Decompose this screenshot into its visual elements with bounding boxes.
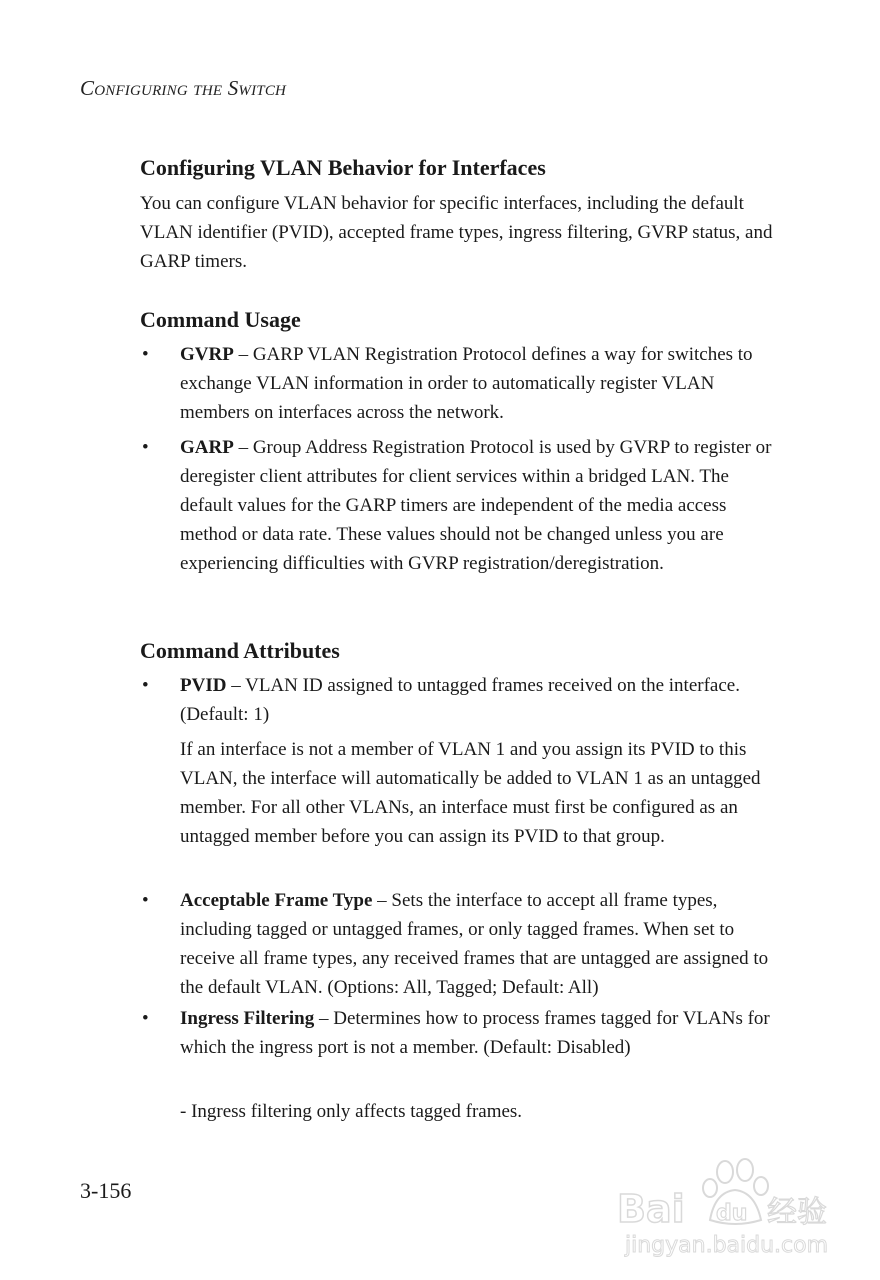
command-usage-heading: Command Usage bbox=[140, 307, 301, 332]
svg-text:经验: 经验 bbox=[767, 1195, 827, 1230]
attribute-item-pvid bbox=[140, 671, 785, 729]
description: – Sets the interface to accept all frame types, including tagged or untagged frames, or only tagged frames. When set to receive all frame types, any received frames that are untagged are assigned to the default VLAN. (Options: All, Tagged; Default: All) bbox=[180, 890, 769, 998]
bullet-icon: • bbox=[142, 344, 149, 365]
svg-text:jingyan.baidu.com: jingyan.baidu.com bbox=[625, 1233, 829, 1258]
bullet-icon: • bbox=[142, 437, 149, 458]
usage-item-gvrp bbox=[140, 340, 785, 427]
description: – GARP VLAN Registration Protocol defines a way for switches to exchange VLAN information in order to automatically register VLAN members on interfaces across the network. bbox=[180, 344, 753, 423]
term: GVRP bbox=[180, 344, 234, 365]
usage-item-garp bbox=[140, 433, 785, 578]
description: – Determines how to process frames tagged for VLANs for which the ingress port is not a member. (Default: Disabled) bbox=[180, 1008, 770, 1058]
term: Ingress Filtering bbox=[180, 1008, 315, 1029]
attribute-item-ingress-filtering bbox=[140, 1004, 785, 1062]
attribute-item-acceptable-frame-type bbox=[140, 886, 785, 1002]
section-title: Configuring VLAN Behavior for Interfaces bbox=[140, 155, 546, 180]
description: – VLAN ID assigned to untagged frames received on the interface. (Default: 1) bbox=[180, 675, 740, 725]
description: – Group Address Registration Protocol is used by GVRP to register or deregister client attributes for client services within a bridged LAN. The default values for the GARP timers are independent of the media access method or data rate. These values should not be changed unless you are experiencing difficulties with GVRP registration/deregistration. bbox=[180, 437, 772, 574]
term: GARP bbox=[180, 437, 234, 458]
ingress-sub-item: - Ingress filtering only affects tagged frames. bbox=[180, 1101, 523, 1122]
page-number: 3-156 bbox=[80, 1178, 132, 1203]
command-attributes-heading: Command Attributes bbox=[140, 638, 340, 663]
bullet-icon: • bbox=[142, 675, 149, 696]
pvid-note: If an interface is not a member of VLAN 1 and you assign its PVID to this VLAN, the interface will automatically be added to VLAN 1 as an untagged member. For all other VLANs, an interface must first be configured as an untagged member before you can assign its PVID to that group. bbox=[180, 739, 761, 847]
term: Acceptable Frame Type bbox=[180, 890, 373, 911]
term: PVID bbox=[180, 675, 227, 696]
intro-paragraph: You can configure VLAN behavior for specific interfaces, including the default VLAN identifier (PVID), accepted frame types, ingress filtering, GVRP status, and GARP timers. bbox=[140, 193, 773, 272]
running-head: Configuring the Switch bbox=[80, 76, 287, 100]
bullet-icon: • bbox=[142, 1008, 149, 1029]
svg-text:du: du bbox=[716, 1201, 748, 1226]
svg-text:Bai: Bai bbox=[617, 1187, 685, 1231]
baidu-watermark-logo bbox=[615, 1150, 855, 1260]
bullet-icon: • bbox=[142, 890, 149, 911]
